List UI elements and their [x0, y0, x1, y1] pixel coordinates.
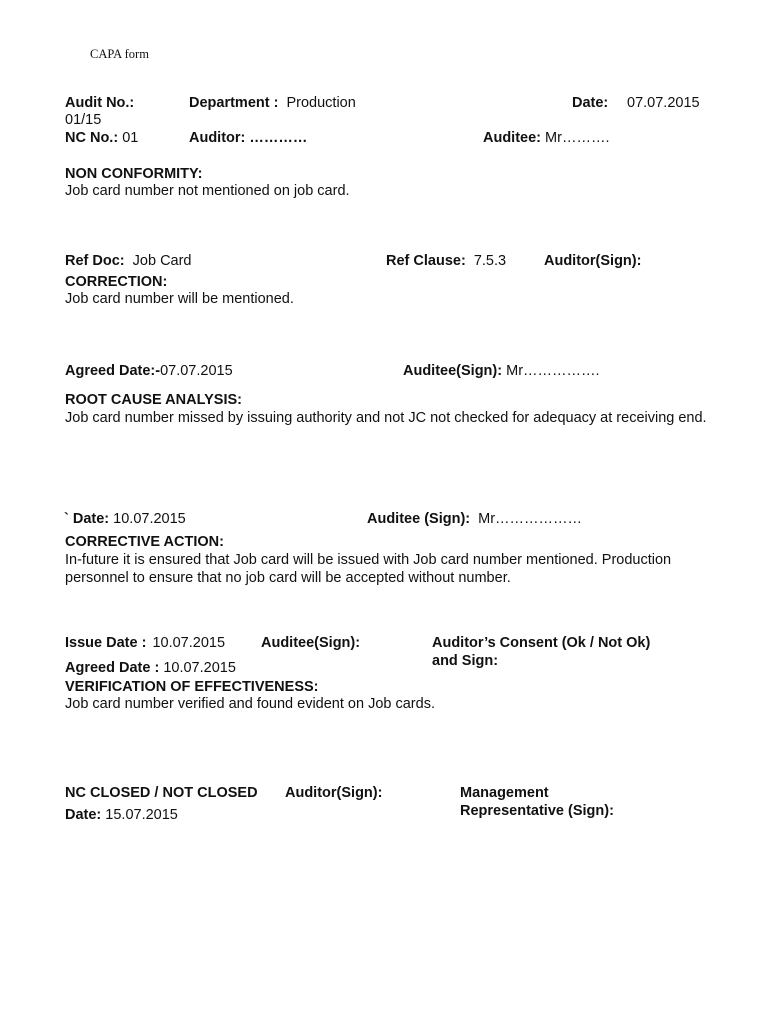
correction-auditee-sign-value: Mr……………. — [506, 363, 600, 379]
department-value: Production — [286, 95, 356, 111]
nc-closed-label: NC CLOSED / NOT CLOSED — [65, 785, 258, 801]
verification-heading: VERIFICATION OF EFFECTIVENESS: — [65, 679, 319, 695]
root-cause-date-value: 10.07.2015 — [113, 511, 186, 527]
correction-heading: CORRECTION: — [65, 274, 168, 290]
form-title: CAPA form — [90, 47, 149, 61]
ref-doc-label: Ref Doc: — [65, 253, 125, 269]
department-label: Department : — [189, 95, 279, 111]
correction-auditee-sign — [403, 362, 600, 380]
non-conformity-heading: NON CONFORMITY: — [65, 166, 203, 182]
ref-clause-field — [386, 252, 506, 270]
root-cause-heading: ROOT CAUSE ANALYSIS: — [65, 392, 242, 408]
audit-no-label: Audit No.: — [65, 95, 135, 111]
closure-date-label: Date: — [65, 807, 102, 823]
auditor-consent-line2: and Sign: — [432, 653, 499, 669]
issue-date-field — [65, 634, 225, 652]
audit-no-value: 01/15 — [65, 112, 102, 128]
corrective-action-text: In-future it is ensured that Job card will be issued with Job card number mentioned. Production personnel to ensure that no job card will be accepted without number. — [65, 552, 672, 586]
auditee-value: Mr………. — [545, 130, 610, 146]
ca-agreed-date-value: 10.07.2015 — [163, 660, 236, 676]
mr-sign-line1: Management — [460, 785, 549, 801]
ca-agreed-date-label: Agreed Date : — [65, 660, 160, 676]
issue-date-value: 10.07.2015 — [152, 635, 226, 651]
correction-text: Job card number will be mentioned. — [65, 291, 294, 307]
nc-no-field — [65, 129, 138, 147]
correction-auditee-sign-label: Auditee(Sign): — [403, 363, 503, 379]
auditor-label: Auditor: — [189, 130, 246, 146]
ref-doc-value: Job Card — [132, 253, 192, 269]
root-cause-date-label: Date: — [72, 511, 110, 527]
correction-agreed-date-value: 07.07.2015 — [160, 363, 233, 379]
nc-auditor-sign-label: Auditor(Sign): — [544, 253, 642, 269]
closure-date-field — [65, 806, 178, 824]
ref-clause-label: Ref Clause: — [386, 253, 466, 269]
ca-agreed-date-field — [65, 659, 236, 677]
ve-auditor-sign-label: Auditor(Sign): — [285, 785, 383, 801]
root-cause-date-prefix: ` — [64, 511, 69, 527]
root-cause-text: Job card number missed by issuing authority and not JC not checked for adequacy at receiving end. — [65, 410, 707, 426]
ca-auditee-sign-label: Auditee(Sign): — [261, 635, 361, 651]
department-field — [189, 94, 356, 112]
nc-no-value: 01 — [122, 130, 139, 146]
date-label: Date: — [572, 95, 609, 111]
root-cause-auditee-sign-value: Mr……………… — [478, 511, 583, 527]
nc-no-label: NC No.: — [65, 130, 119, 146]
correction-agreed-date-label: Agreed Date:- — [65, 363, 161, 379]
root-cause-auditee-sign-label: Auditee (Sign): — [367, 511, 471, 527]
auditee-label: Auditee: — [483, 130, 541, 146]
date-value: 07.07.2015 — [627, 95, 700, 111]
ref-doc-field — [65, 252, 192, 270]
auditee-field — [483, 129, 609, 147]
auditor-value: ………… — [249, 130, 308, 146]
root-cause-auditee-sign — [367, 510, 582, 528]
root-cause-date — [64, 510, 186, 528]
verification-text: Job card number verified and found evident on Job cards. — [65, 696, 435, 712]
corrective-action-heading: CORRECTIVE ACTION: — [65, 534, 224, 550]
correction-agreed-date — [65, 362, 233, 380]
non-conformity-text: Job card number not mentioned on job card. — [65, 183, 350, 199]
ref-clause-value: 7.5.3 — [473, 253, 507, 269]
closure-date-value: 15.07.2015 — [105, 807, 178, 823]
auditor-field — [189, 129, 307, 147]
auditor-consent-line1: Auditor’s Consent (Ok / Not Ok) — [432, 635, 651, 651]
issue-date-label: Issue Date : — [65, 635, 147, 651]
mr-sign-line2: Representative (Sign): — [460, 803, 614, 819]
